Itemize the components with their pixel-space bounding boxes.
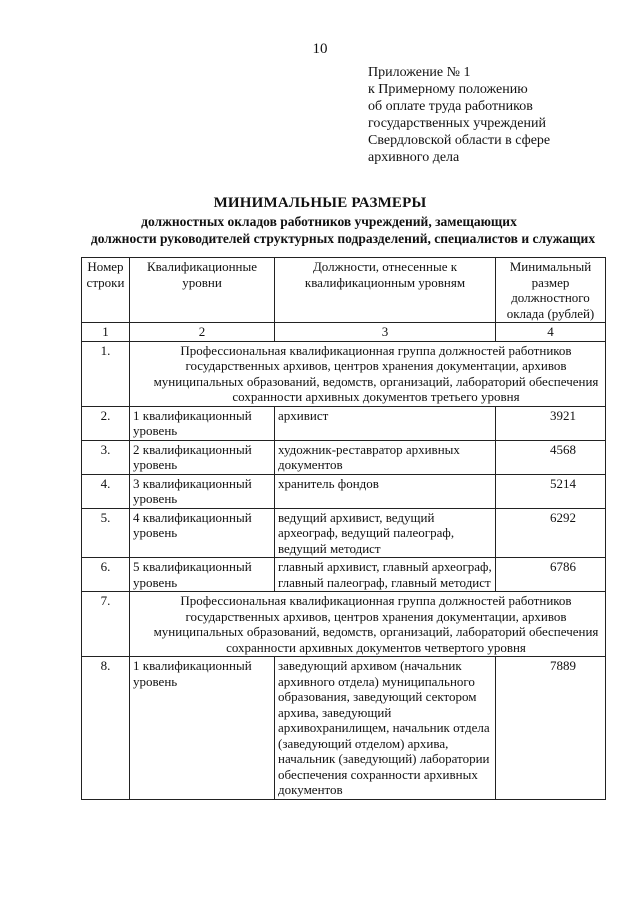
column-number: 1	[82, 323, 130, 342]
salary-value: 6786	[496, 558, 606, 592]
positions: художник-реставратор архивных документов	[275, 440, 496, 474]
table-row	[82, 440, 606, 474]
column-number: 3	[275, 323, 496, 342]
page-number: 10	[312, 41, 328, 57]
qualification-level: 1 квалификационный уровень	[130, 657, 275, 800]
appendix-line: Свердловской области в сфере	[368, 133, 551, 148]
row-number: 3.	[82, 440, 130, 474]
title-subheading-line2: должности руководителей структурных подразделений, специалистов и служащих	[90, 231, 596, 246]
row-number: 6.	[82, 558, 130, 592]
column-number: 2	[130, 323, 275, 342]
row-number: 1.	[82, 341, 130, 406]
appendix-line: Приложение № 1	[368, 65, 471, 80]
table-row	[82, 558, 606, 592]
qualification-level: 5 квалификационный уровень	[130, 558, 275, 592]
group-description: Профессиональная квалификационная группа должностей работников государственных архивов, центров хранения документации, архивов муниципальных образований, ведомств, организаций, лабораторий обеспечения сохранности архивных документов третьего уровня	[130, 341, 606, 406]
appendix-note	[368, 64, 550, 166]
appendix-line: государственных учреждений	[368, 116, 546, 131]
group-description: Профессиональная квалификационная группа должностей работников государственных архивов, центров хранения документации, архивов муниципальных образований, ведомств, организаций, лабораторий обеспечения сохранности архивных документов четвертого уровня	[130, 592, 606, 657]
salary-value: 4568	[496, 440, 606, 474]
header-min-salary: Минимальный размер должностного оклада (рублей)	[496, 258, 606, 323]
header-row-number: Номер строки	[82, 258, 130, 323]
document-title	[0, 194, 640, 247]
table-header-row	[82, 258, 606, 323]
salary-table	[81, 257, 606, 800]
title-subheading-line1: должностных окладов работников учреждений, замещающих	[141, 214, 517, 229]
salary-value: 3921	[496, 406, 606, 440]
row-number: 7.	[82, 592, 130, 657]
salary-value: 7889	[496, 657, 606, 800]
positions: заведующий архивом (начальник архивного отдела) муниципального образования, заведующий сектором архива, заведующий архивохранилищем, начальник отдела (заведующий отделом) архива, начальник (заведующий) лаборатории обеспечения сохранности архивных документов	[275, 657, 496, 800]
positions: хранитель фондов	[275, 474, 496, 508]
column-number-row	[82, 323, 606, 342]
positions: архивист	[275, 406, 496, 440]
salary-value: 5214	[496, 474, 606, 508]
appendix-line: об оплате труда работников	[368, 99, 533, 114]
row-number: 4.	[82, 474, 130, 508]
group-row	[82, 341, 606, 406]
group-row	[82, 592, 606, 657]
qualification-level: 1 квалификационный уровень	[130, 406, 275, 440]
row-number: 8.	[82, 657, 130, 800]
table-row	[82, 474, 606, 508]
appendix-line: архивного дела	[368, 150, 460, 165]
table-row	[82, 508, 606, 558]
qualification-level: 2 квалификационный уровень	[130, 440, 275, 474]
header-qualification-level: Квалификационные уровни	[130, 258, 275, 323]
header-positions: Должности, отнесенные к квалификационным уровням	[275, 258, 496, 323]
qualification-level: 3 квалификационный уровень	[130, 474, 275, 508]
qualification-level: 4 квалификационный уровень	[130, 508, 275, 558]
row-number: 2.	[82, 406, 130, 440]
table-row	[82, 657, 606, 800]
appendix-line: к Примерному положению	[368, 82, 528, 97]
table-row	[82, 406, 606, 440]
positions: главный архивист, главный археограф, главный палеограф, главный методист	[275, 558, 496, 592]
salary-value: 6292	[496, 508, 606, 558]
column-number: 4	[496, 323, 606, 342]
title-heading: МИНИМАЛЬНЫЕ РАЗМЕРЫ	[213, 195, 427, 211]
row-number: 5.	[82, 508, 130, 558]
positions: ведущий архивист, ведущий археограф, ведущий палеограф, ведущий методист	[275, 508, 496, 558]
